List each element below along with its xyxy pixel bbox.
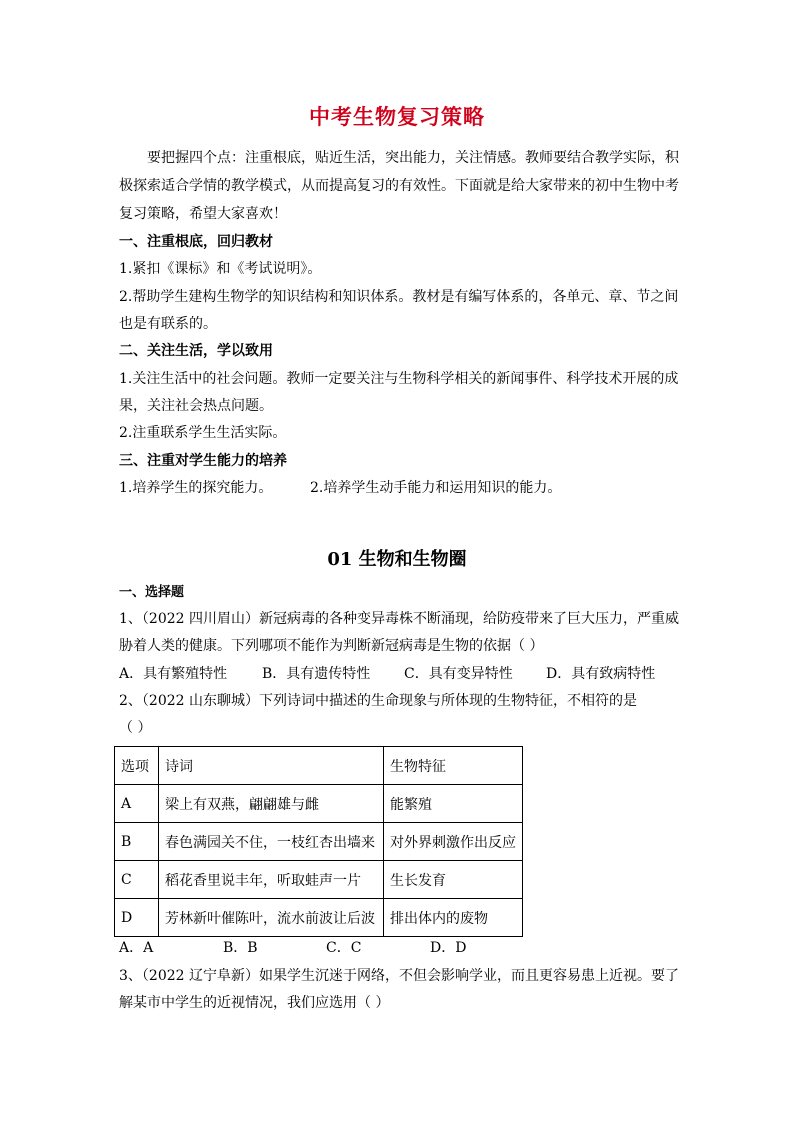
q1-option-a: A．具有繁殖特性 bbox=[119, 666, 228, 682]
q1-line-2: 胁着人类的健康。下列哪项不能作为判断新冠病毒是生物的依据（ ） bbox=[119, 638, 544, 654]
table-row bbox=[115, 899, 523, 937]
intro-line-1: 要把握四个点：注重根底，贴近生活，突出能力，关注情感。教师要结合教学实际，积 bbox=[147, 150, 679, 166]
section-title: 01 生物和生物圈 bbox=[327, 549, 467, 570]
q2-option-d: D．D bbox=[430, 940, 467, 956]
section-part-label: 一、选择题 bbox=[119, 585, 185, 600]
q1-line-1: 1、（2022 四川眉山）新冠病毒的各种变异毒株不断涌现，给防疫带来了巨大压力，严重威 bbox=[119, 611, 679, 627]
intro-line-3: 复习策略，希望大家喜欢！ bbox=[119, 206, 287, 222]
table-header-cell: 选项 bbox=[115, 747, 159, 785]
table-row bbox=[115, 861, 523, 899]
q1-option-b: B．具有遗传特性 bbox=[262, 666, 371, 682]
strategy-1-item-2-line-2: 也是有联系的。 bbox=[119, 316, 217, 332]
strategy-1-item-2-line-1: 2.帮助学生建构生物学的知识结构和知识体系。教材是有编写体系的，各单元、章、节之间 bbox=[119, 289, 679, 305]
table-cell: 梁上有双燕，翩翩雄与雌 bbox=[159, 785, 384, 823]
q3-line-2: 解某市中学生的近视情况，我们应选用（ ） bbox=[119, 995, 390, 1011]
q2-option-a: A．A bbox=[119, 940, 154, 956]
q1-option-d: D．具有致病特性 bbox=[546, 666, 656, 682]
q2-line-2: （ ） bbox=[119, 720, 152, 736]
strategy-3-item-1: 1.培养学生的探究能力。 bbox=[119, 480, 273, 496]
strategy-2-item-2: 2.注重联系学生生活实际。 bbox=[119, 425, 287, 441]
table-row bbox=[115, 785, 523, 823]
table-cell: D bbox=[115, 899, 159, 937]
table-row bbox=[115, 823, 523, 861]
intro-line-2: 极探索适合学情的教学模式，从而提高复习的有效性。下面就是给大家带来的初中生物中考 bbox=[119, 178, 679, 194]
strategy-2-heading: 二、关注生活，学以致用 bbox=[119, 343, 273, 359]
table-header-cell: 生物特征 bbox=[384, 747, 523, 785]
table-cell: C bbox=[115, 861, 159, 899]
q2-line-1: 2、（2022 山东聊城）下列诗词中描述的生命现象与所体现的生物特征，不相符的是 bbox=[119, 693, 637, 709]
strategy-1-item-1: 1.紧扣《课标》和《考试说明》。 bbox=[119, 261, 322, 277]
q2-table bbox=[114, 746, 523, 937]
strategy-2-item-1-line-2: 果，关注社会热点问题。 bbox=[119, 398, 273, 414]
table-cell: 生长发育 bbox=[384, 861, 523, 899]
q1-option-c: C．具有变异特性 bbox=[404, 666, 513, 682]
table-cell: 稻花香里说丰年，听取蛙声一片 bbox=[159, 861, 384, 899]
table-cell: 对外界刺激作出反应 bbox=[384, 823, 523, 861]
q3-line-1: 3、（2022 辽宁阜新）如果学生沉迷于网络，不但会影响学业，而且更容易患上近视。要了 bbox=[119, 968, 679, 984]
table-header-row bbox=[115, 747, 523, 785]
strategy-3-item-2: 2.培养学生动手能力和运用知识的能力。 bbox=[310, 480, 562, 496]
q2-option-c: C．C bbox=[326, 940, 362, 956]
document-title: 中考生物复习策略 bbox=[309, 105, 485, 129]
table-cell: B bbox=[115, 823, 159, 861]
table-cell: A bbox=[115, 785, 159, 823]
strategy-2-item-1-line-1: 1.关注生活中的社会问题。教师一定要关注与生物科学相关的新闻事件、科学技术开展的成 bbox=[119, 371, 679, 387]
table-cell: 能繁殖 bbox=[384, 785, 523, 823]
table-cell: 芳林新叶催陈叶，流水前波让后波 bbox=[159, 899, 384, 937]
strategy-1-heading: 一、注重根底，回归教材 bbox=[119, 234, 273, 250]
table-cell: 春色满园关不住，一枝红杏出墙来 bbox=[159, 823, 384, 861]
q2-option-b: B．B bbox=[223, 940, 258, 956]
strategy-3-heading: 三、注重对学生能力的培养 bbox=[119, 453, 287, 469]
table-header-cell: 诗词 bbox=[159, 747, 384, 785]
table-cell: 排出体内的废物 bbox=[384, 899, 523, 937]
